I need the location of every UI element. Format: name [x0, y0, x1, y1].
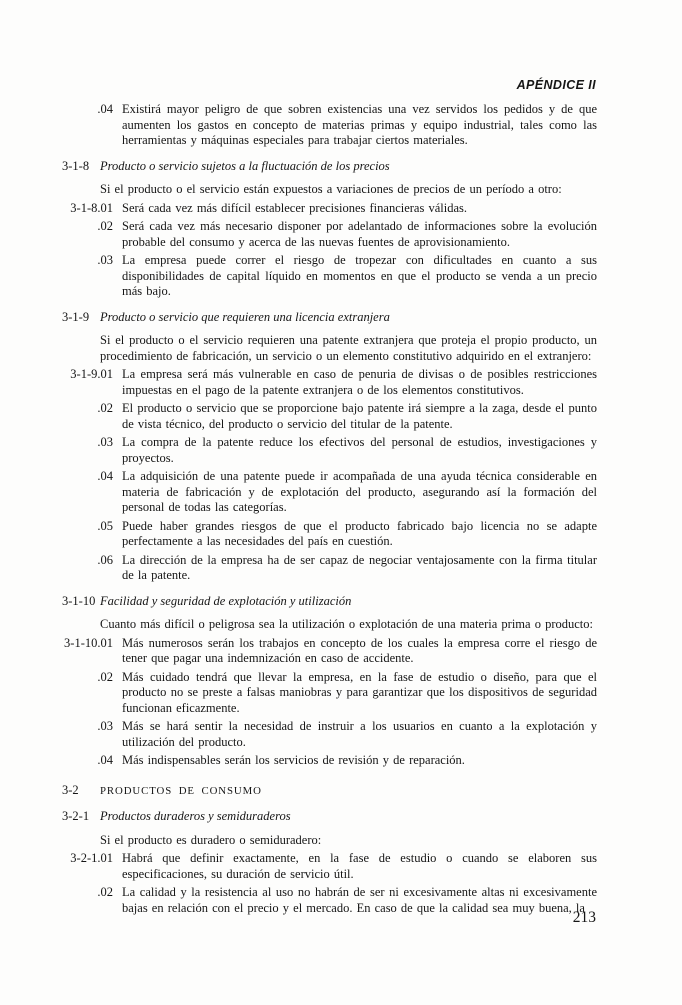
section-title: Facilidad y seguridad de explotación y utilización: [100, 593, 352, 608]
section-title: Productos duraderos y semiduraderos: [100, 809, 291, 823]
item-text: Más cuidado tendrá que llevar la empresa, en la fase de estudio o diseño, para que el producto no se preste a falsas maniobras y para garantizar que los dispositivos de seguridad funcionan eficazmente.: [122, 669, 597, 715]
item-text: La empresa puede correr el riesgo de tropezar con dificultades en cuanto a sus disponibilidades de capital líquido en momentos en que el producto se venda a un precio más bajo.: [122, 253, 597, 298]
item-number: .02: [97, 885, 113, 899]
list-item: [62, 201, 597, 217]
item-text: La dirección de la empresa ha de ser capaz de negociar ventajosamente con la firma titular de la patente.: [122, 552, 597, 582]
section-number: 3-1-9: [62, 309, 90, 324]
item-text: Más se hará sentir la necesidad de instruir a los usuarios en cuanto a la explotación y utilización del producto.: [122, 719, 597, 749]
section-heading: [62, 783, 597, 800]
list-item: [62, 469, 597, 516]
item-text: Existirá mayor peligro de que sobren existencias una vez servidos los pedidos y de que aumenten los gastos en concepto de materias primas y equipo industrial, tales como las herramientas y máquinas especiales para trabajar ciertos materiales.: [122, 102, 597, 147]
running-header: APÉNDICE II: [516, 78, 596, 92]
item-number: .02: [97, 219, 113, 233]
item-text: La adquisición de una patente puede ir acompañada de una ayuda técnica considerable en materia de fabricación y de explotación del producto, asegurando así la formación del personal de todas las categorías.: [122, 469, 597, 514]
item-text: El producto o servicio que se proporcione bajo patente irá siempre a la zaga, desde el punto de vista técnico, del producto o servicio del titular de la patente.: [122, 401, 597, 431]
list-item: [62, 753, 597, 769]
section-heading: [62, 809, 597, 825]
item-number: .03: [97, 253, 113, 267]
list-item: [62, 401, 597, 432]
item-text: Será cada vez más difícil establecer precisiones financieras válidas.: [122, 200, 467, 215]
item-text: Será cada vez más necesario disponer por adelantado de informaciones sobre la evolución probable del consumo y acerca de las nuevas fuentes de aprovisionamiento.: [122, 219, 597, 249]
list-item: [62, 670, 597, 717]
item-number: .04: [97, 102, 113, 116]
list-item: [62, 553, 597, 584]
intro-paragraph: Cuanto más difícil o peligrosa sea la utilización o explotación de una materia prima o producto:: [100, 617, 593, 631]
page-number: 213: [572, 909, 596, 926]
item-number: .03: [97, 719, 113, 733]
item-number: 3-1-9.01: [70, 367, 113, 381]
intro-paragraph: Si el producto es duradero o semiduradero:: [100, 832, 322, 847]
item-text: La calidad y la resistencia al uso no habrán de ser ni excesivamente altas ni excesivamente bajas en relación con el precio y el mercado. En caso de que la calidad sea muy buena, la: [122, 885, 597, 915]
list-item: [62, 435, 597, 466]
section-title: Producto o servicio sujetos a la fluctuación de los precios: [100, 158, 390, 173]
list-item: [62, 367, 597, 398]
item-number: .02: [97, 669, 113, 684]
item-number: .04: [97, 469, 113, 483]
section-number: 3-2: [62, 782, 79, 797]
item-text: Puede haber grandes riesgos de que el producto fabricado bajo licencia no se adapte perfectamente a las necesidades del país en cuestión.: [122, 518, 597, 548]
item-number: .05: [97, 518, 113, 533]
document-body: [62, 102, 597, 919]
section-title: Producto o servicio que requieren una licencia extranjera: [100, 309, 390, 324]
item-text: La compra de la patente reduce los efectivos del personal de estudios, investigaciones y proyectos.: [122, 435, 597, 465]
section-heading: [62, 594, 597, 610]
list-item: [62, 219, 597, 250]
item-text: Más numerosos serán los trabajos en concepto de los cuales la empresa corre el riesgo de tener que pagar una indemnización en caso de accidente.: [122, 635, 597, 665]
item-number: 3-1-8.01: [70, 200, 113, 215]
section-number: 3-2-1: [62, 809, 90, 823]
section-number: 3-1-10: [62, 593, 96, 608]
list-item: [62, 636, 597, 667]
item-number: .03: [97, 435, 113, 449]
item-text: La empresa será más vulnerable en caso de penuria de divisas o de posibles restricciones impuestas en el pago de la patente extranjera o de los elementos constitutivos.: [122, 367, 597, 397]
intro-paragraph: Si el producto o el servicio requieren una patente extranjera que proteja el propio producto, un procedimiento de fabricación, un servicio o un elemento constitutivo adquirido en el extranjero:: [100, 333, 597, 363]
list-item: [62, 719, 597, 750]
item-number: .04: [97, 753, 113, 767]
list-item: [62, 519, 597, 550]
list-item: [62, 102, 597, 149]
section-title: PRODUCTOS DE CONSUMO: [100, 784, 262, 797]
intro-paragraph: Si el producto o el servicio están expuestos a variaciones de precios de un período a otro:: [100, 182, 562, 196]
list-item: [62, 253, 597, 300]
list-item: [62, 885, 597, 916]
section-heading: [62, 159, 597, 175]
list-item: [62, 851, 597, 882]
item-text: Habrá que definir exactamente, en la fase de estudio o cuando se elaboren sus especificaciones, su duración de servicio útil.: [122, 851, 597, 881]
item-number: 3-1-10.01: [64, 635, 113, 650]
item-text: Más indispensables serán los servicios de revisión y de reparación.: [122, 753, 465, 767]
section-heading: [62, 310, 597, 326]
item-number: 3-2-1.01: [70, 851, 113, 865]
section-number: 3-1-8: [62, 158, 90, 173]
item-number: .06: [97, 552, 113, 567]
item-number: .02: [97, 401, 113, 415]
